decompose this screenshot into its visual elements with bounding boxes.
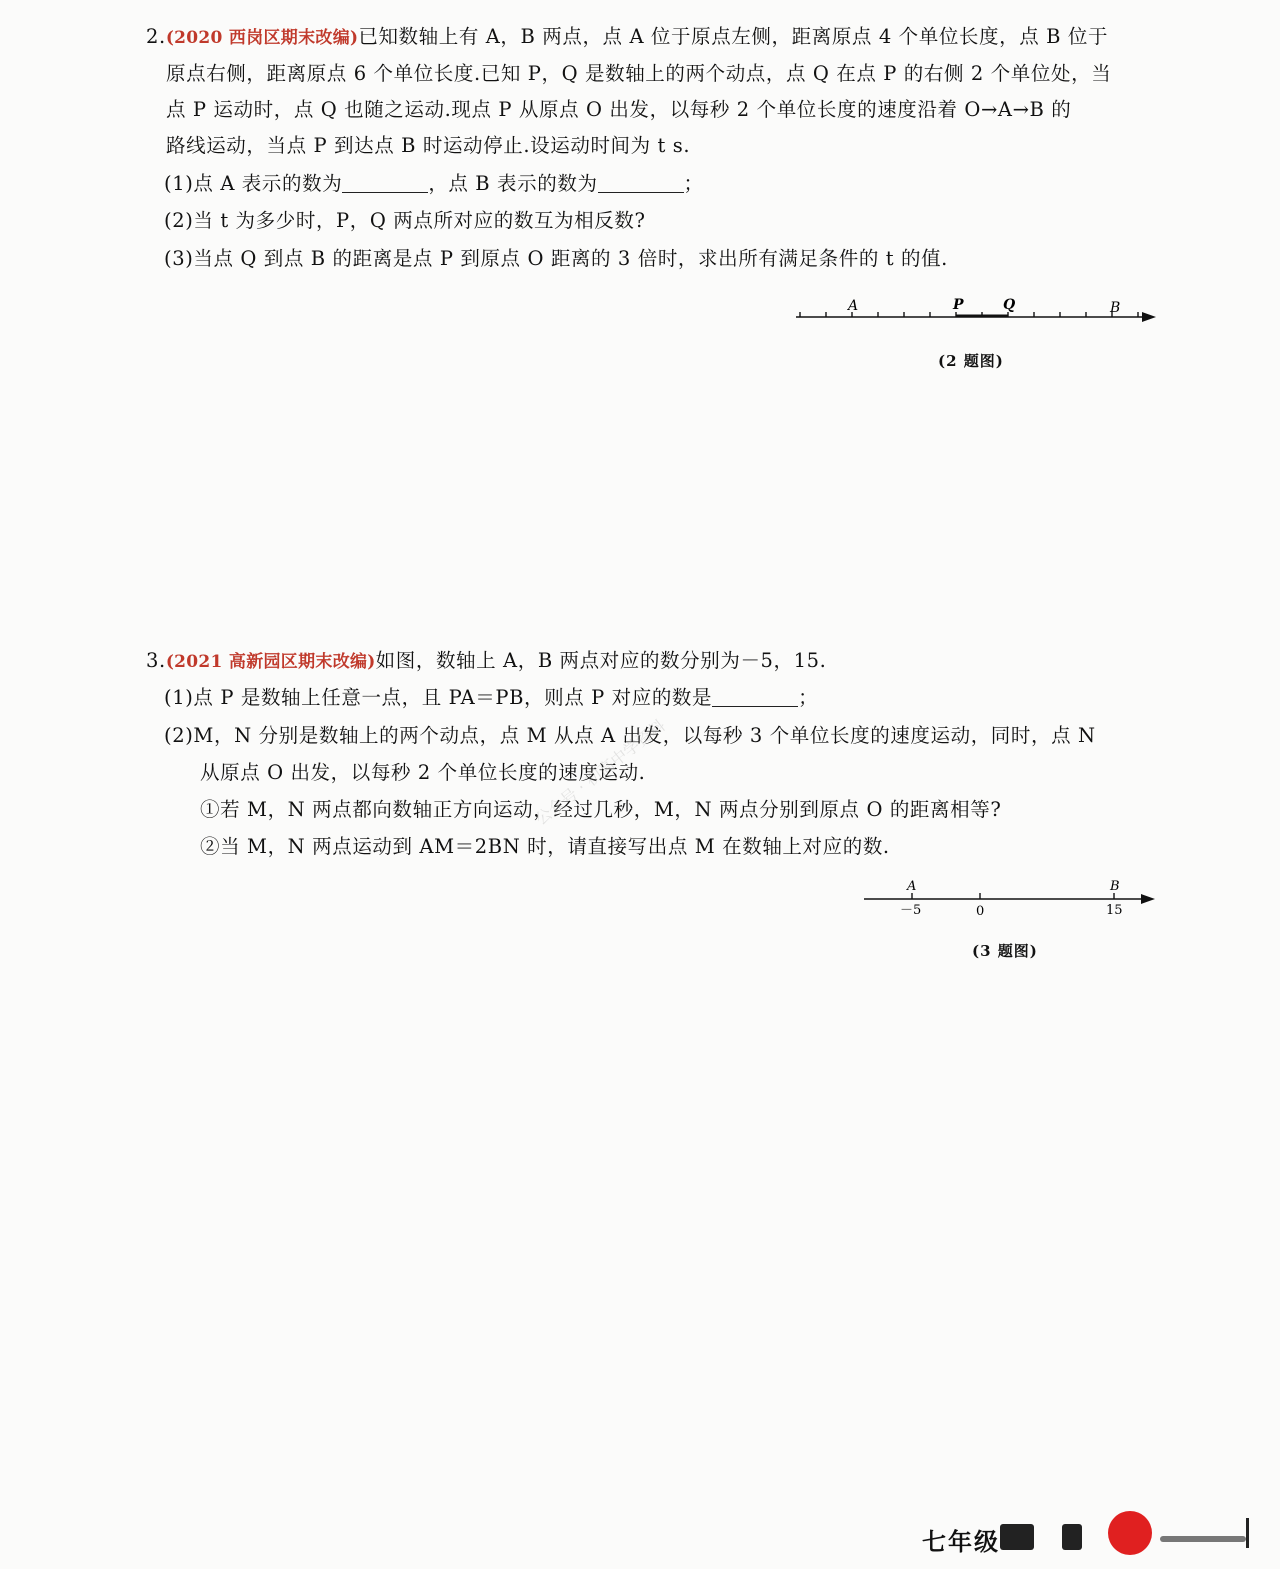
footer-page-badge bbox=[1108, 1511, 1152, 1555]
q2-label-p: P bbox=[953, 297, 964, 313]
q3-sub1-a: (1)点 P 是数轴上任意一点，且 PA＝PB，则点 P 对应的数是 bbox=[164, 686, 713, 709]
q2-number: 2. bbox=[146, 25, 166, 48]
q2-label-b: B bbox=[1110, 300, 1121, 316]
q2-sub-2: (2)当 t 为多少时，P，Q 两点所对应的数互为相反数? bbox=[164, 209, 646, 232]
footer-redacted-block-1 bbox=[1000, 1524, 1034, 1550]
answer-blank-b[interactable] bbox=[598, 172, 684, 193]
q2-sub-3: (3)当点 Q 到点 B 的距离是点 P 到原点 O 距离的 3 倍时，求出所有满足条件的 t 的值. bbox=[164, 247, 948, 270]
q2-label-q: Q bbox=[1003, 297, 1016, 313]
footer-edge-mark bbox=[1246, 1518, 1249, 1548]
q3-sub-2-i: ①若 M，N 两点都向数轴正方向运动，经过几秒，M，N 两点分别到原点 O 的距离相等? bbox=[200, 798, 1002, 821]
q2-sub-1 bbox=[164, 171, 704, 197]
answer-blank-c[interactable] bbox=[712, 686, 798, 707]
q3-label-b: B bbox=[1110, 879, 1120, 894]
q2-line-4: 路线运动，当点 P 到达点 B 时运动停止.设运动时间为 t s. bbox=[166, 134, 691, 157]
q2-line-3: 点 P 运动时，点 Q 也随之运动.现点 P 从原点 O 出发，以每秒 2 个单位长度的速度沿着 O→A→B 的 bbox=[166, 98, 1072, 121]
q2-sub1-a: (1)点 A 表示的数为 bbox=[164, 172, 343, 195]
q2-source: (2020 西岗区期末改编) bbox=[165, 28, 359, 48]
q3-source: (2021 高新园区期末改编) bbox=[165, 652, 376, 672]
q3-axis-arrow bbox=[1141, 894, 1155, 904]
q3-number: 3. bbox=[146, 649, 166, 672]
q2-axis-arrow bbox=[1142, 312, 1156, 322]
q2-label-a: A bbox=[848, 298, 859, 314]
q3-number-line-figure bbox=[858, 872, 1168, 922]
q3-tick-label-15: 15 bbox=[1106, 903, 1123, 918]
q3-tick-label-0: 0 bbox=[976, 904, 985, 919]
q3-sub-2-ii: ②当 M，N 两点运动到 AM＝2BN 时，请直接写出点 M 在数轴上对应的数. bbox=[200, 835, 890, 858]
q3-tick-label-neg5: －5 bbox=[900, 903, 922, 918]
q3-sub1-end: ； bbox=[798, 686, 819, 709]
q2-figure-caption: (2 题图) bbox=[938, 352, 1004, 370]
footer-redacted-line bbox=[1160, 1536, 1246, 1542]
q2-number-line-figure bbox=[790, 290, 1170, 335]
q2-text-1: 已知数轴上有 A，B 两点，点 A 位于原点左侧，距离原点 4 个单位长度，点 B 位于 bbox=[358, 25, 1109, 48]
q3-figure-caption: (3 题图) bbox=[972, 942, 1038, 960]
q3-label-a: A bbox=[907, 879, 917, 894]
watermark: 公众号 · 初高中学资料 bbox=[531, 715, 669, 829]
q3-text-1: 如图，数轴上 A，B 两点对应的数分别为－5，15. bbox=[375, 649, 827, 672]
q3-sub-1 bbox=[164, 685, 818, 711]
q2-sub1-b: ，点 B 表示的数为 bbox=[428, 172, 598, 195]
answer-blank-a[interactable] bbox=[342, 172, 428, 193]
q2-line-1 bbox=[146, 24, 1108, 51]
footer-grade-label: 七年级 bbox=[922, 1527, 1000, 1556]
footer-redacted-block-2 bbox=[1062, 1524, 1082, 1550]
q3-line-1 bbox=[146, 648, 826, 675]
q3-sub-2-line-1: (2)M，N 分别是数轴上的两个动点，点 M 从点 A 出发，以每秒 3 个单位长度的速度运动，同时，点 N bbox=[164, 724, 1096, 747]
q3-sub-2-line-2: 从原点 O 出发，以每秒 2 个单位长度的速度运动. bbox=[200, 761, 646, 784]
q2-sub1-end: ； bbox=[683, 172, 704, 195]
q2-line-2: 原点右侧，距离原点 6 个单位长度.已知 P，Q 是数轴上的两个动点，点 Q 在点 P 的右侧 2 个单位处，当 bbox=[166, 62, 1112, 85]
